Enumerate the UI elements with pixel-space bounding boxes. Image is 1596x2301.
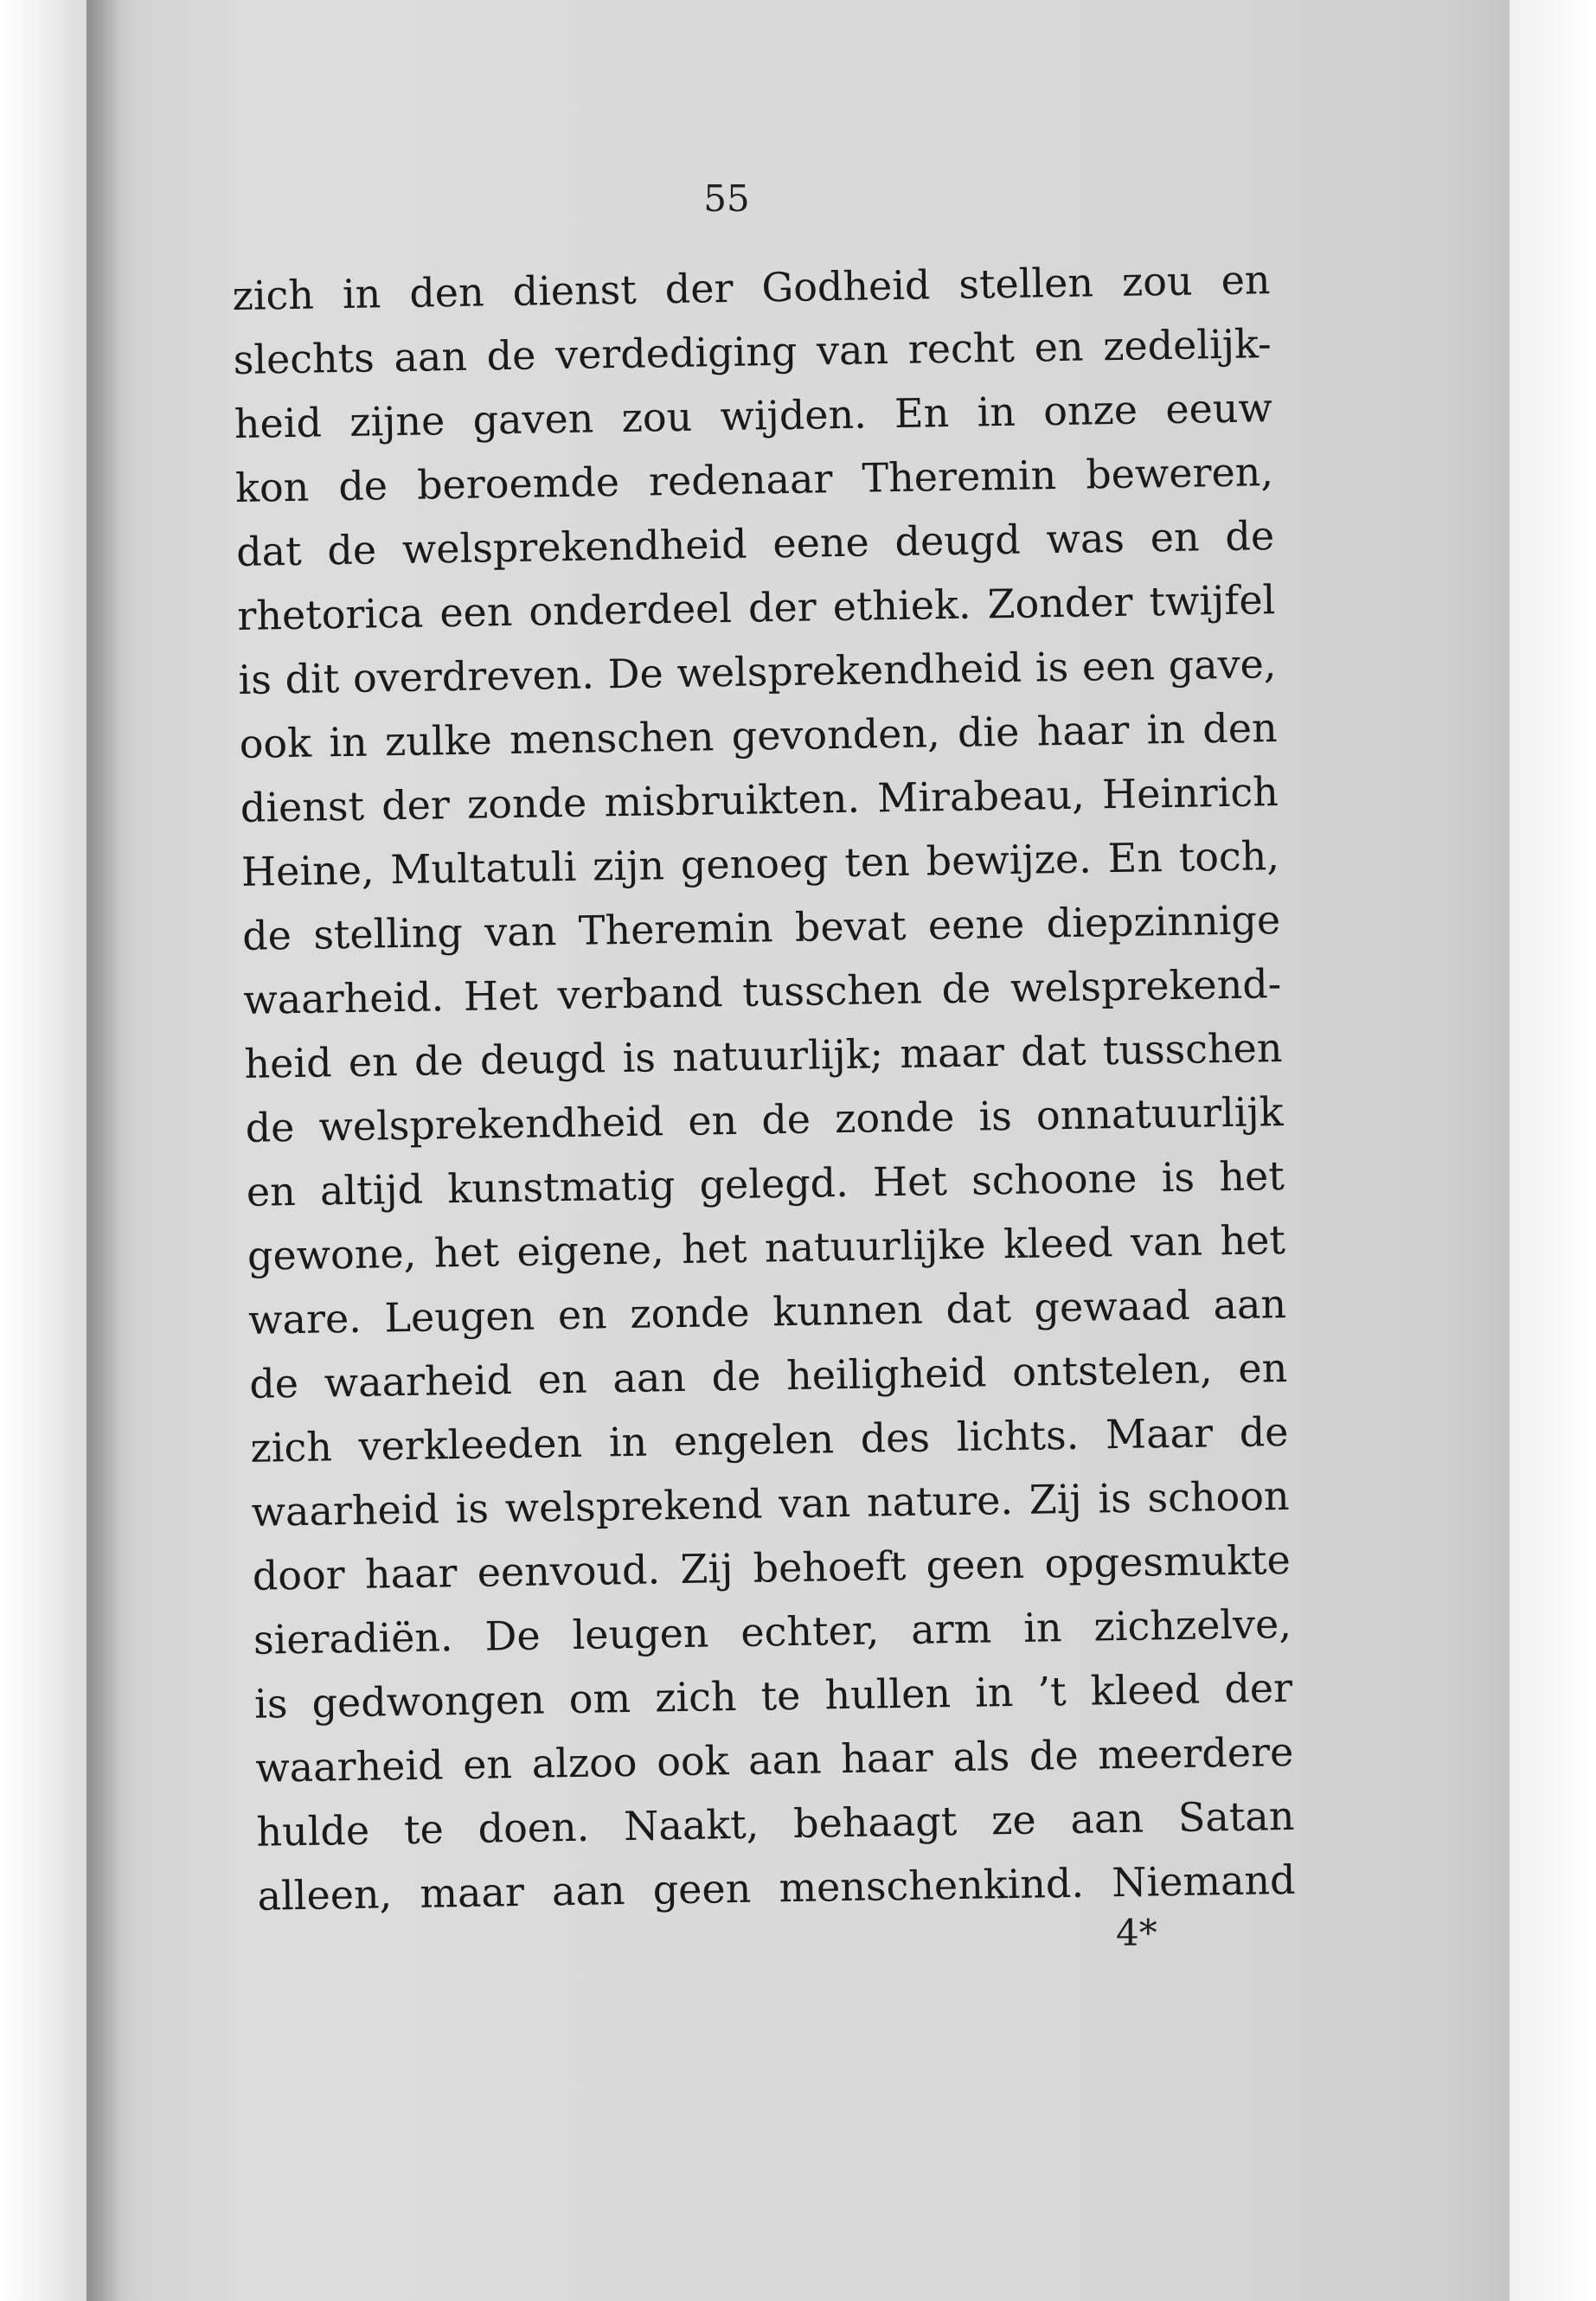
- text-line: sieradiën. De leugen echter, arm in zichzelve,: [253, 1599, 1292, 1663]
- text-line: zich in den dienst der Godheid stellen zou en: [232, 256, 1271, 319]
- text-line: dienst der zonde misbruikten. Mirabeau, Heinrich: [240, 768, 1279, 831]
- text-line: waarheid en alzoo ook aan haar als de meerdere: [254, 1727, 1294, 1791]
- text-line: rhetorica een onderdeel der ethiek. Zonder twijfel: [236, 576, 1276, 639]
- text-line: zich verkleeden in engelen des lichts. Maar de: [250, 1407, 1289, 1471]
- text-line: dat de welsprekendheid eene deugd was en de: [235, 512, 1275, 575]
- text-line: en altijd kunstmatig gelegd. Het schoone is het: [246, 1152, 1285, 1215]
- text-line: heid en de deugd is natuurlijk; maar dat tusschen: [244, 1024, 1283, 1087]
- text-line: is gedwongen om zich te hullen in ’t kleed der: [253, 1663, 1293, 1727]
- text-line: alleen, maar aan geen menschenkind. Niemand: [257, 1856, 1296, 1920]
- text-line: ware. Leugen en zonde kunnen dat gewaad aan: [247, 1280, 1287, 1343]
- text-line: hulde te doen. Naakt, behaagt ze aan Satan: [256, 1791, 1295, 1856]
- text-line: heid zijne gaven zou wijden. En in onze eeuw: [234, 384, 1273, 447]
- scan-margin-right: [1509, 0, 1596, 2301]
- text-line: de stelling van Theremin bevat eene diepzinnige: [241, 896, 1281, 959]
- text-line: waarheid is welsprekend van nature. Zij is schoon: [251, 1471, 1290, 1535]
- text-line: waarheid. Het verband tusschen de welsprekend-: [242, 960, 1282, 1023]
- text-line: de welsprekendheid en de zonde is onnatuurlijk: [245, 1088, 1284, 1151]
- page-number: 55: [703, 177, 750, 220]
- body-text: [232, 247, 1296, 1928]
- text-line: kon de beroemde redenaar Theremin beweren,: [234, 448, 1274, 511]
- text-line: slechts aan de verdediging van recht en zedelijk-: [233, 320, 1272, 383]
- text-line: gewone, het eigene, het natuurlijke kleed van het: [247, 1216, 1286, 1279]
- text-line: de waarheid en aan de heiligheid ontstelen, en: [248, 1343, 1288, 1407]
- text-line: is dit overdreven. De welsprekendheid is een gave,: [238, 640, 1277, 703]
- page-gutter-shadow: [87, 0, 121, 2301]
- text-line: door haar eenvoud. Zij behoeft geen opgesmukte: [252, 1535, 1292, 1599]
- scan-margin-left: [0, 0, 87, 2301]
- signature-mark: 4*: [1116, 1912, 1157, 1954]
- text-line: ook in zulke menschen gevonden, die haar in den: [239, 704, 1278, 767]
- text-line: Heine, Multatuli zijn genoeg ten bewijze. En toch,: [240, 832, 1280, 895]
